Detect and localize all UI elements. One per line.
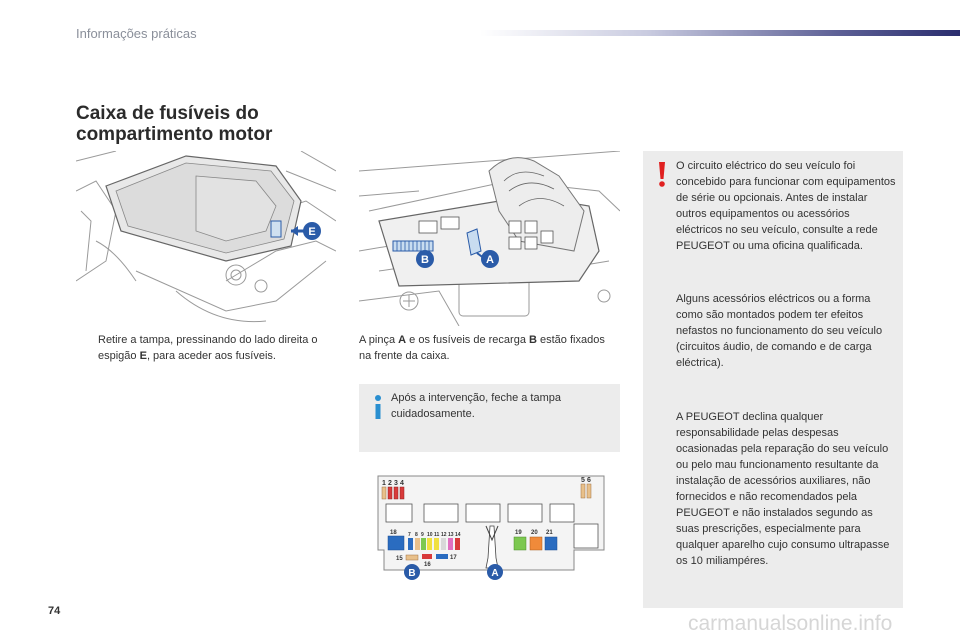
marker-e: E	[308, 226, 316, 238]
fuse-9	[421, 538, 426, 550]
fuse-13	[448, 538, 453, 550]
fuse-label-15: 15	[396, 556, 403, 562]
fuse-8	[415, 538, 420, 550]
fuse-3	[394, 487, 398, 499]
fuse-label-18: 18	[390, 530, 397, 536]
relay-4	[508, 504, 542, 522]
description-start: A pinça	[359, 334, 399, 346]
fuse-label-3: 3	[394, 480, 398, 487]
fuse-label-13: 13	[448, 532, 454, 538]
fuse-label-2: 2	[388, 480, 392, 487]
description-end: estão fixados na frente da caixa.	[359, 334, 605, 362]
step-1-text	[98, 332, 338, 364]
page-title-line-1: Caixa de fusíveis do	[76, 103, 259, 124]
diagram-marker-a: A	[491, 568, 499, 579]
fuse-label-17: 17	[450, 555, 457, 561]
relay-2	[424, 504, 458, 522]
step-1-key-e: E	[139, 350, 147, 362]
page-title-line-2: compartimento motor	[76, 124, 273, 145]
relay-3	[466, 504, 500, 522]
step-1-text-start: Retire a tampa, pressinando do lado direita o espigão	[98, 334, 318, 362]
fuse-label-12: 12	[441, 532, 447, 538]
warning-exclamation-icon	[655, 160, 669, 188]
description-key-b: B	[529, 334, 537, 346]
fuse-label-7: 7	[408, 532, 411, 538]
watermark: carmanualsonline.info	[688, 612, 893, 635]
warning-paragraph-1: O circuito eléctrico do seu veículo foi concebido para funcionar com equipamentos de série ou opcionais. Antes de instalar outros equipamentos ou acessórios eléctricos no seu veículo, consulte a rede PEUGEOT ou uma oficina qualificada.	[676, 160, 896, 252]
fuse-7	[408, 538, 413, 550]
marker-b: B	[421, 254, 429, 266]
fuse-17	[436, 554, 448, 559]
fuse-label-1: 1	[382, 480, 386, 487]
description-middle: e os fusíveis de recarga	[406, 334, 529, 346]
diagram-marker-b: B	[408, 568, 416, 579]
fuse-box-cover-illustration	[76, 151, 336, 326]
fuse-label-8: 8	[415, 532, 418, 538]
relay-5	[550, 504, 574, 522]
fuse-15	[406, 555, 418, 560]
fuse-21	[545, 537, 557, 550]
fuse-11	[434, 538, 439, 550]
fuse-label-10: 10	[427, 532, 433, 538]
header-gradient-bar	[480, 30, 960, 36]
fuse-box-open-illustration	[359, 151, 620, 326]
marker-a: A	[486, 254, 494, 266]
warning-paragraph-3: A PEUGEOT declina qualquer responsabilidade pelas despesas ocasionadas pela reparação do seu veículo ou pelo mau funcionamento resultante da instalação de acessórios auxiliares, não fornecidos e não recomendados pela PEUGEOT e não instalados segundo as suas prescrições, especialmente para qualquer aparelho cujo consumo ultrapasse os 10 miliampéres.	[676, 411, 890, 567]
section-title: Informações práticas	[76, 26, 197, 41]
fuse-19	[514, 537, 526, 550]
info-text: Após a intervenção, feche a tampa cuidadosamente.	[391, 392, 561, 420]
fuse-label-20: 20	[531, 530, 538, 536]
fuse-6	[587, 484, 591, 498]
fuse-2	[388, 487, 392, 499]
fuse-label-6: 6	[587, 477, 591, 484]
fuse-14	[455, 538, 460, 550]
info-icon	[371, 394, 385, 420]
fuse-5	[581, 484, 585, 498]
fuse-18	[388, 536, 404, 550]
warning-paragraph-2: Alguns acessórios eléctricos ou a forma como são montados podem ter efeitos nefastos no funcionamento do seu veículo (circuitos áudio, de comando e de carga eléctrica).	[676, 293, 883, 369]
fuse-1	[382, 487, 386, 499]
description-text	[359, 332, 609, 364]
page-number: 74	[48, 605, 61, 617]
fuse-label-5: 5	[581, 477, 585, 484]
fuse-label-9: 9	[421, 532, 424, 538]
fuse-label-14: 14	[455, 532, 461, 538]
fuse-16	[422, 554, 432, 559]
fuse-layout-diagram	[374, 470, 610, 582]
fuse-12	[441, 538, 446, 550]
page-title	[76, 103, 336, 145]
step-1-text-end: , para aceder aos fusíveis.	[146, 350, 276, 362]
fuse-label-16: 16	[424, 562, 431, 568]
fuse-label-19: 19	[515, 530, 522, 536]
fuse-4	[400, 487, 404, 499]
fuse-label-4: 4	[400, 480, 404, 487]
fuse-label-21: 21	[546, 530, 553, 536]
fuse-label-11: 11	[434, 532, 440, 538]
fuse-20	[530, 537, 542, 550]
relay-1	[386, 504, 412, 522]
fuse-10	[427, 538, 432, 550]
description-key-a: A	[398, 334, 407, 346]
relay-6	[574, 524, 598, 548]
